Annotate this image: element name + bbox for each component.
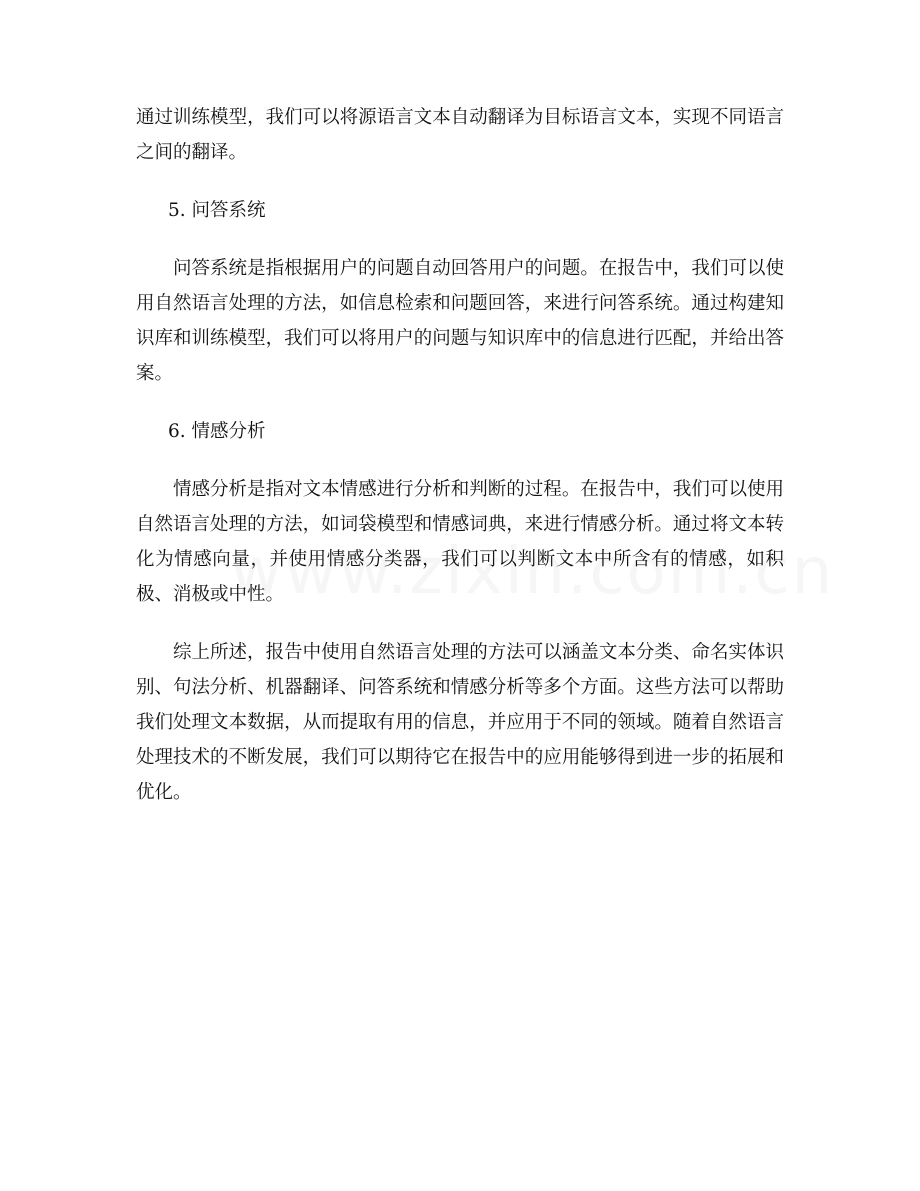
paragraph-intro: 通过训练模型，我们可以将源语言文本自动翻译为目标语言文本，实现不同语言之间的翻译。 — [136, 107, 784, 163]
section-heading-qa: 5. 问答系统 — [168, 200, 266, 221]
paragraph-summary: 综上所述，报告中使用自然语言处理的方法可以涵盖文本分类、命名实体识别、句法分析、机器翻译、问答系统和情感分析等多个方面。这些方法可以帮助我们处理文本数据，从而提取有用的信息，并应用于不同的领域。随着自然语言处理技术的不断发展，我们可以期待它在报告中的应用能够得到进一步的拓展和优化。 — [136, 642, 784, 803]
section-heading-sentiment: 6. 情感分析 — [168, 421, 266, 442]
paragraph-qa: 问答系统是指根据用户的问题自动回答用户的问题。在报告中，我们可以使用自然语言处理的方法，如信息检索和问题回答，来进行问答系统。通过构建知识库和训练模型，我们可以将用户的问题与知识库中的信息进行匹配，并给出答案。 — [136, 258, 784, 384]
paragraph-sentiment: 情感分析是指对文本情感进行分析和判断的过程。在报告中，我们可以使用自然语言处理的方法，如词袋模型和情感词典，来进行情感分析。通过将文本转化为情感向量，并使用情感分类器，我们可以判断文本中所含有的情感，如积极、消极或中性。 — [136, 479, 784, 605]
document-body — [136, 100, 784, 810]
